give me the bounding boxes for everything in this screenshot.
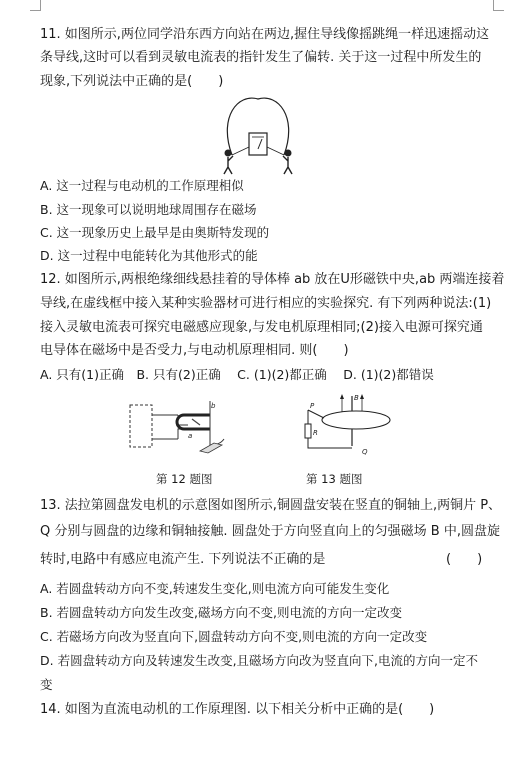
- q12-line-4: 电导体在磁场中是否受力,与电动机原理相同. 则( ): [40, 343, 349, 358]
- q13-option-d-cont: 变: [40, 677, 53, 692]
- q12-figure-u-magnet: [128, 395, 233, 457]
- crop-mark-right: [493, 0, 504, 11]
- q13-label-r: R: [313, 429, 318, 437]
- q13-answer-paren: ( ): [446, 552, 483, 567]
- q13-figure-caption: 第 13 题图: [306, 472, 363, 486]
- q13-line-2: Q 分别与圆盘的边缘和铜轴接触. 圆盘处于方向竖直向上的匀强磁场 B 中,圆盘旋: [40, 524, 500, 539]
- q13-label-p: P: [310, 402, 315, 410]
- q12-line-1: 12. 如图所示,两根绝缘细线悬挂着的导体棒 ab 放在U形磁铁中央,ab 两端连接着: [40, 272, 505, 287]
- q13-option-b: B. 若圆盘转动方向发生改变,磁场方向不变,则电流的方向一定改变: [40, 605, 402, 620]
- q11-line-3: 现象,下列说法中正确的是( ): [40, 74, 224, 89]
- q11-option-a: A. 这一过程与电动机的工作原理相似: [40, 178, 244, 193]
- q12-line-2: 导线,在虚线框中接入某种实验器材可进行相应的实验探究. 有下列两种说法:(1): [40, 296, 492, 311]
- q13-label-q: Q: [362, 448, 368, 456]
- q11-option-d: D. 这一过程中电能转化为其他形式的能: [40, 248, 258, 263]
- q12-line-3: 接入灵敏电流表可探究电磁感应现象,与发电机原理相同;(2)接入电源可探究通: [40, 320, 483, 335]
- q12-options: A. 只有(1)正确 B. 只有(2)正确 C. (1)(2)都正确 D. (1)(2)都错误: [40, 367, 434, 382]
- q12-figure-caption: 第 12 题图: [156, 472, 213, 486]
- q13-line-3: 转时,电路中有感应电流产生. 下列说法不正确的是: [40, 552, 326, 567]
- q11-option-c: C. 这一现象历史上最早是由奥斯特发现的: [40, 225, 270, 240]
- q13-figure-faraday-disc: [296, 390, 406, 462]
- q13-label-b: B: [354, 394, 359, 402]
- q11-figure-rope-generator: [218, 97, 298, 175]
- q13-line-1: 13. 法拉第圆盘发电机的示意图如图所示,铜圆盘安装在竖直的铜轴上,两铜片 P、: [40, 498, 502, 513]
- q12-label-a: a: [188, 432, 193, 440]
- q13-option-a: A. 若圆盘转动方向不变,转速发生变化,则电流方向可能发生变化: [40, 581, 390, 596]
- q11-line-1: 11. 如图所示,两位同学沿东西方向站在两边,握住导线像摇跳绳一样迅速摇动这: [40, 27, 490, 42]
- crop-mark-left: [30, 0, 41, 11]
- q13-option-d: D. 若圆盘转动方向及转速发生改变,且磁场方向改为竖直向下,电流的方向一定不: [40, 653, 479, 668]
- q11-line-2: 条导线,这时可以看到灵敏电流表的指针发生了偏转. 关于这一过程中所发生的: [40, 50, 482, 65]
- q11-option-b: B. 这一现象可以说明地球周围存在磁场: [40, 202, 257, 217]
- q14-line-1: 14. 如图为直流电动机的工作原理图. 以下相关分析中正确的是( ): [40, 702, 435, 717]
- q12-label-b: b: [211, 402, 216, 410]
- q13-option-c: C. 若磁场方向改为竖直向下,圆盘转动方向不变,则电流的方向一定改变: [40, 629, 428, 644]
